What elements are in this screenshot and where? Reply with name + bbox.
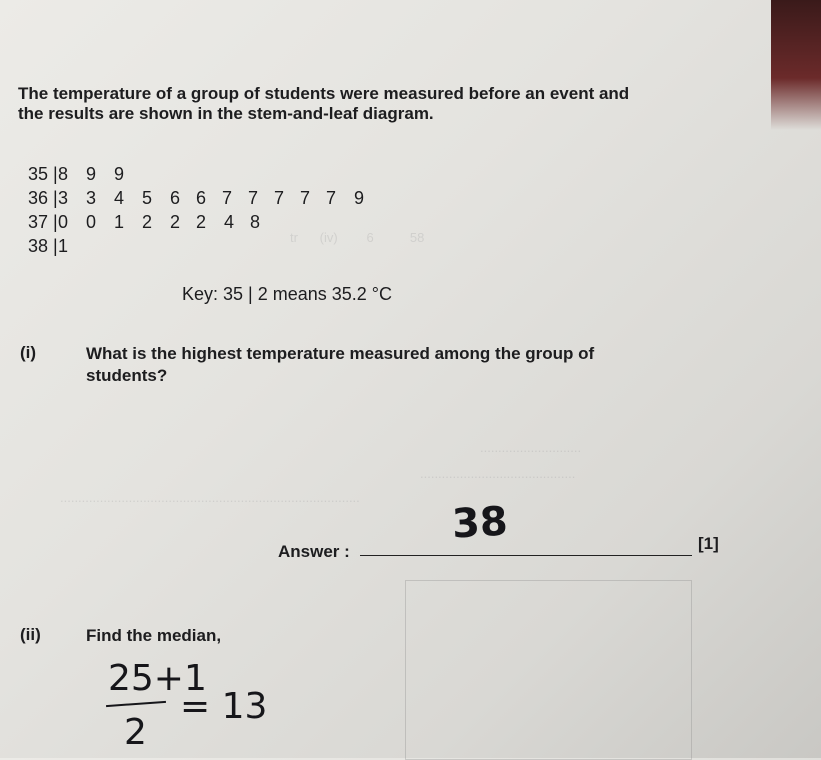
show-through-text: ............................ [480, 440, 582, 455]
answer-label: Answer : [278, 542, 350, 561]
leaf: 7 [274, 188, 285, 208]
leaf: 3 [86, 188, 97, 208]
leaf: 2 [196, 212, 207, 232]
question-number: (ii) [20, 625, 41, 644]
show-through-text: tr (iv) 6 58 [290, 230, 425, 245]
leaf: 7 [222, 188, 233, 208]
diagram-key: Key: 35 | 2 means 35.2 °C [182, 284, 392, 304]
leaf: 9 [86, 164, 97, 184]
leaf: 7 [248, 188, 259, 208]
leaf: 9 [114, 164, 125, 184]
answer-line [360, 555, 692, 556]
stem: 38 | [28, 236, 58, 256]
intro-text: The temperature of a group of students were measured before an event and the results are shown in the stem-and-leaf diagram. [18, 84, 630, 123]
background-object [771, 0, 821, 130]
leaf: 9 [354, 188, 365, 208]
leaf: 5 [142, 188, 153, 208]
leaf: 6 [170, 188, 181, 208]
stem: 37 | [28, 212, 58, 232]
leaf: 7 [326, 188, 337, 208]
leaf: 0 [58, 212, 69, 232]
leaf: 1 [114, 212, 125, 232]
leaf: 2 [142, 212, 153, 232]
leaf: 6 [196, 188, 207, 208]
handwritten-numerator: 25+1 [108, 658, 207, 699]
leaf: 4 [114, 188, 125, 208]
leaf: 2 [170, 212, 181, 232]
show-through-table [405, 580, 692, 760]
leaf: 3 [58, 188, 69, 208]
marks-label: [1] [698, 534, 719, 553]
question-number: (i) [20, 343, 37, 362]
leaf: 8 [250, 212, 261, 232]
stem: 36 | [28, 188, 58, 208]
handwritten-denominator: 2 [124, 712, 147, 753]
leaf: 7 [300, 188, 311, 208]
leaf: 1 [58, 236, 69, 256]
leaf: 0 [86, 212, 97, 232]
handwritten-result: = 13 [180, 686, 268, 727]
fraction-bar [106, 701, 166, 707]
show-through-text: ........................................... [420, 466, 576, 481]
show-through-text: ................................................................................... [60, 490, 360, 505]
leaf: 4 [224, 212, 235, 232]
leaf: 8 [58, 164, 69, 184]
question-text: What is the highest temperature measured among the group of students? [86, 344, 595, 385]
question-text: Find the median, [86, 626, 222, 645]
stem: 35 | [28, 164, 58, 184]
handwritten-answer: 38 [450, 498, 509, 548]
